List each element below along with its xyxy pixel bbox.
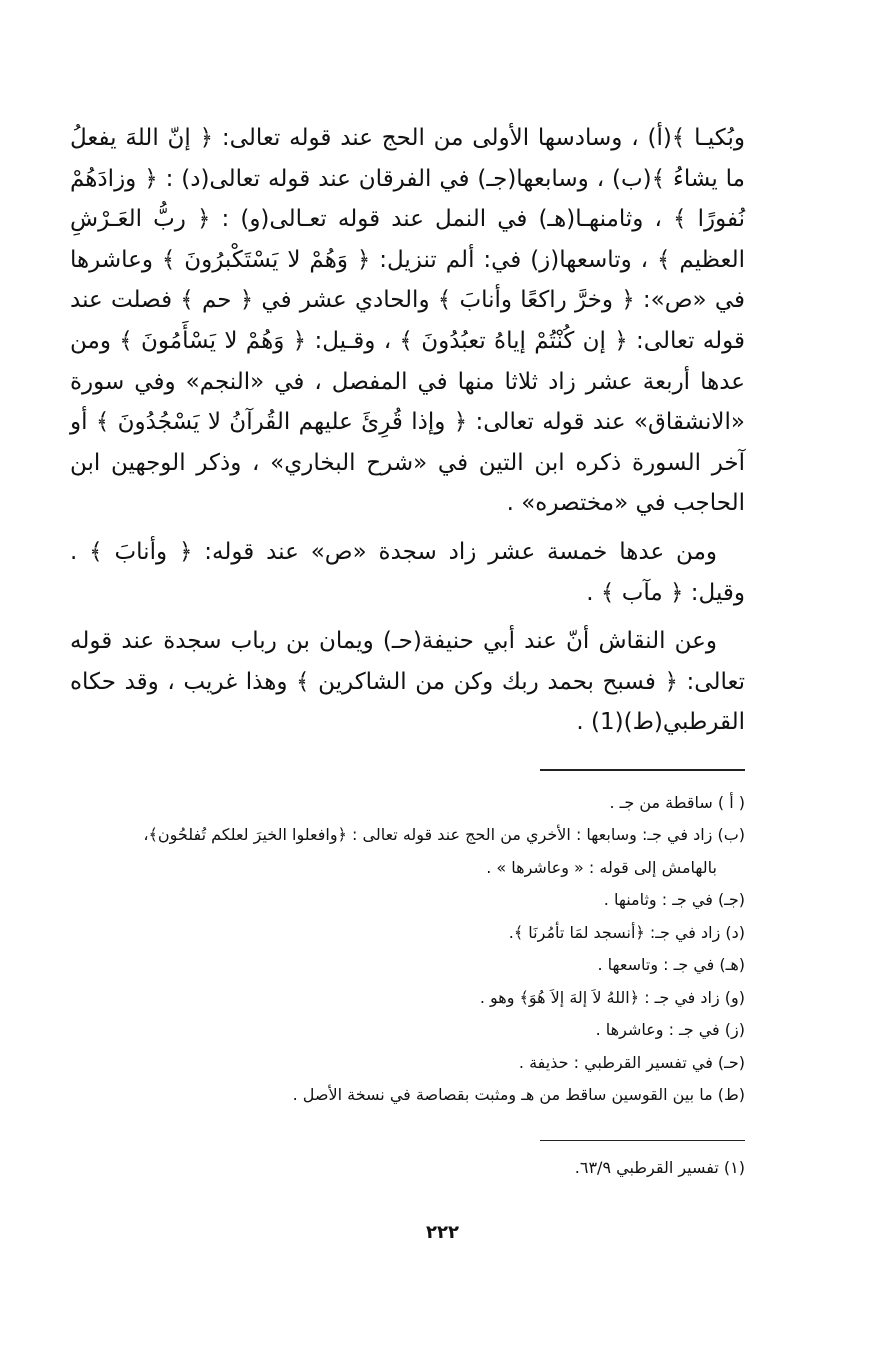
body-paragraph: ومن عدها خمسة عشر زاد سجدة «ص» عند قوله: ﴿ وأنابَ ﴾ . وقيل: ﴿ مآب ﴾ .	[70, 538, 745, 606]
footnote: (هـ) في جـ : وتاسعها .	[597, 955, 745, 975]
footnote-separator	[540, 769, 745, 771]
footnote: ( أ ) ساقطة من جـ .	[609, 792, 745, 812]
footnote-continuation: بالهامش إلى قوله : « وعاشرها » .	[486, 857, 717, 877]
footnote: (ط) ما بين القوسين ساقط من هـ ومثبت بقصاصة في نسخة الأصل .	[292, 1085, 745, 1105]
footnote: (ب) زاد في جـ: وسابعها : الأخري من الحج عند قوله تعالى : ﴿وافعلوا الخيرَ لعلكم تُفلحُون﴾،	[143, 825, 745, 845]
footnote: (د) زاد في جـ: ﴿أنسجد لمَا تأمُرنَا ﴾.	[508, 922, 745, 942]
body-paragraph: وعن النقاش أنّ عند أبي حنيفة(حـ) ويمان بن رباب سجدة عند قوله تعالى: ﴿ فسبح بحمد ربك وكن من الشاكرين ﴾ وهذا غريب ، وقد حكاه القرطبي(ط)(1) .	[70, 628, 745, 736]
footnote: (حـ) في تفسير القرطبي : حذيفة .	[518, 1052, 745, 1072]
reference-separator	[540, 1140, 745, 1141]
footnote: (جـ) في جـ : وثامنها .	[603, 890, 745, 910]
footnote: (ز) في جـ : وعاشرها .	[595, 1020, 745, 1040]
page-number: ٢٢٢	[426, 1222, 459, 1243]
footnotes	[70, 787, 745, 1112]
body-paragraph: وبُكيـا ﴾(أ) ، وسادسها الأولى من الحج عند قوله تعالى: ﴿ إنّ اللهَ يفعلُ ما يشاءُ ﴾(ب) ، وسابعها(جـ) في الفرقان عند قوله تعالى(د) : ﴿ وزادَهُمْ نُفورًا ﴾ ، وثامنهـا(هـ) في النمل عند قوله تعـالى(و) : ﴿ ربُّ العَـرْشِ العظيم ﴾ ، وتاسعها(ز) في: ألم تنزيل: ﴿ وَهُمْ لا يَسْتَكْبرُونَ ﴾ وعاشرها في «ص»: ﴿ وخرَّ راكعًا وأنابَ ﴾ والحادي عشر في ﴿ حم ﴾ فصلت عند قوله تعالى: ﴿ إن كُنْتُمْ إياهُ تعبُدُونَ ﴾ ، وقـيل: ﴿ وَهُمْ لا يَسْأَمُونَ ﴾ ومن عدها أربعة عشر زاد ثلاثا منها في المفصل ، في «النجم» وفي سورة «الانشقاق» عند قوله تعالى: ﴿ وإذا قُرِئَ عليهم القُرآنُ لا يَسْجُدُونَ ﴾ أو آخر السورة ذكره ابن التين في «شرح البخاري» ، وذكر الوجهين ابن الحاجب في «مختصره» .	[70, 125, 745, 517]
references	[70, 1153, 745, 1183]
main-text	[70, 118, 745, 743]
reference: (١) تفسير القرطبي ٦٣/٩.	[574, 1157, 745, 1177]
footnote: (و) زاد في جـ : ﴿اللهُ لاَ إلهَ إلاَ هُوَ﴾ وهو .	[479, 987, 745, 1007]
page-content	[70, 118, 745, 1183]
